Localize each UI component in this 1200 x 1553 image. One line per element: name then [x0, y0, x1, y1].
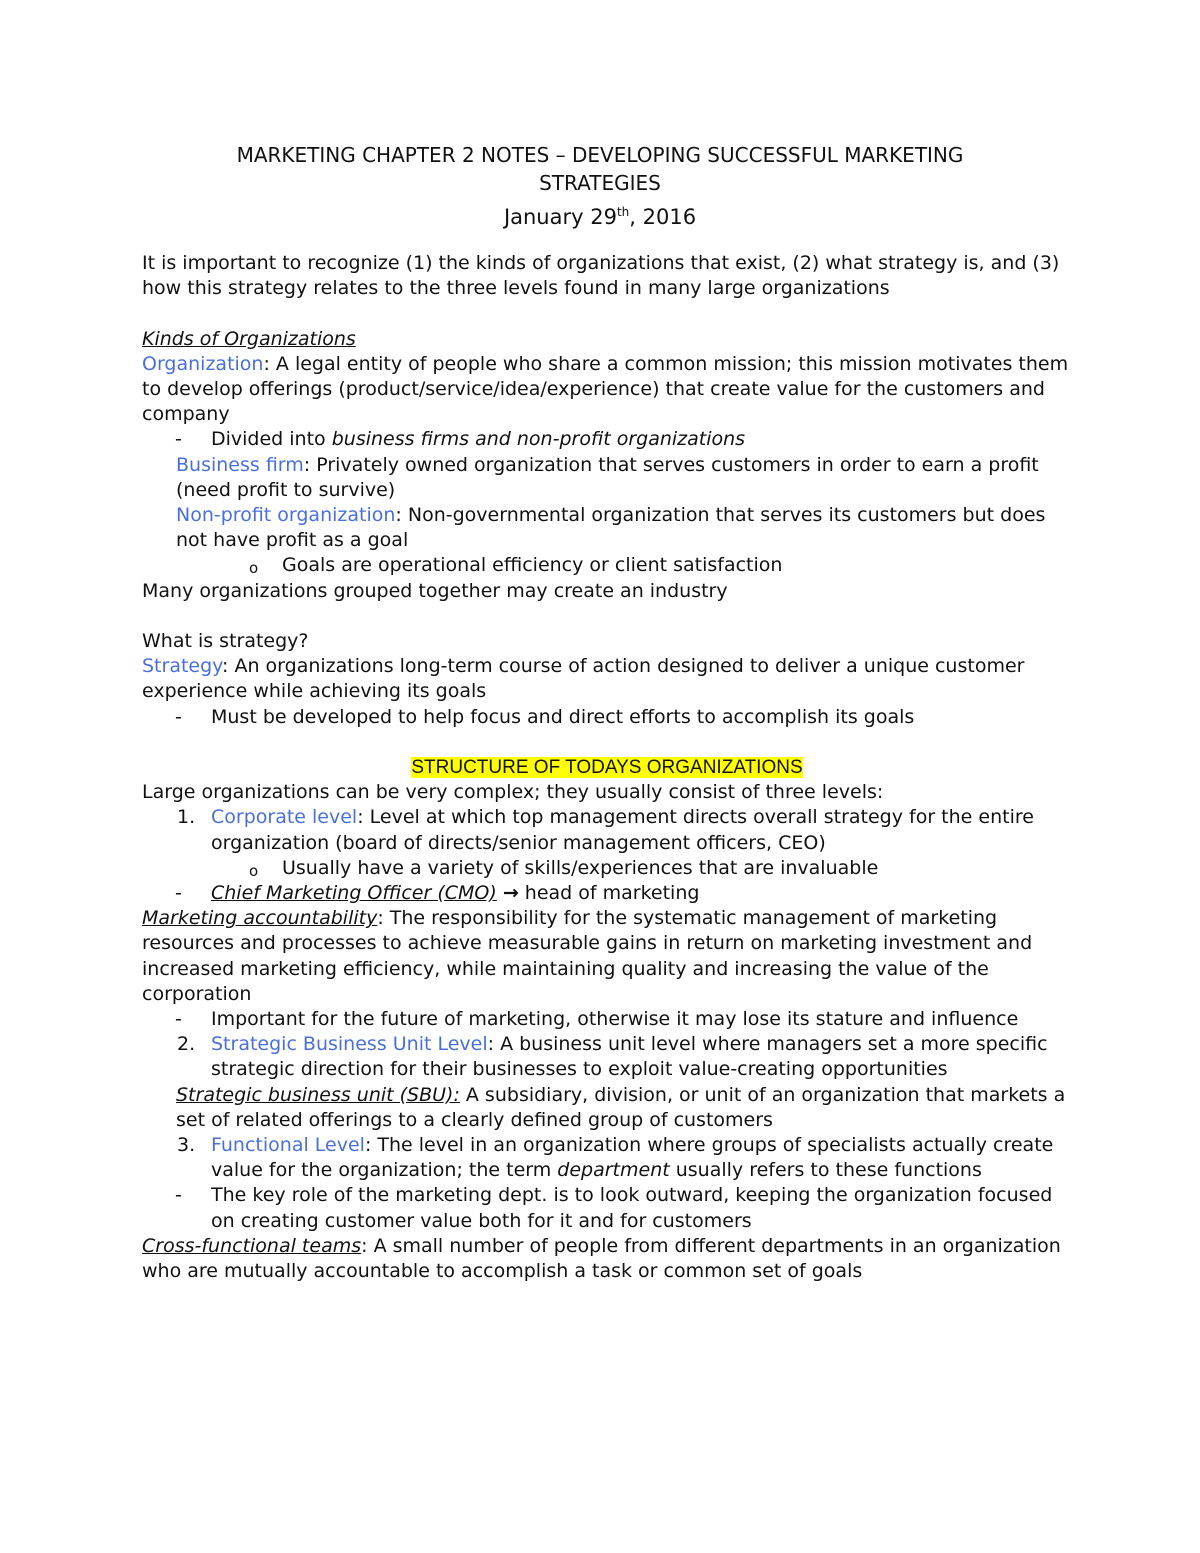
functional-level-item: 3. Functional Level: The level in an organization where groups of specialists actually create value for the organization; the term department usually refers to these functions: [177, 1134, 1054, 1182]
strategy-term: Strategy: [142, 655, 223, 678]
structure-intro: Large organizations can be very complex; they usually consist of three levels:: [142, 781, 884, 804]
intro-paragraph: It is important to recognize (1) the kinds of organizations that exist, (2) what strategy is, and (3) how this strategy relates to the three levels found in many large organizations: [142, 252, 1060, 300]
sbu-level-item: 2. Strategic Business Unit Level: A business unit level where managers set a more specific strategic direction for their businesses to exploit value-creating opportunities: [177, 1033, 1048, 1081]
marketing-accountability-bullet: - Important for the future of marketing, otherwise it may lose its stature and influence: [175, 1008, 1019, 1031]
date-year: , 2016: [629, 205, 697, 229]
organization-term: Organization: [142, 352, 264, 375]
corporate-level-item: 1. Corporate level: Level at which top management directs overall strategy for the entire organization (board of directs/senior management officers, CEO): [177, 806, 1034, 854]
organization-definition: Organization: A legal entity of people who share a common mission; this mission motivates them to develop offerings (product/service/idea/experience) that create value for the customers and company: [142, 352, 1069, 426]
document-title: [0, 141, 1200, 232]
functional-level-term: Functional Level: [211, 1134, 365, 1157]
title-line-1: MARKETING CHAPTER 2 NOTES – DEVELOPING SUCCESSFUL MARKETING: [236, 143, 964, 167]
functional-bullet: - The key role of the marketing dept. is to look outward, keeping the organization focused on creating customer value both for it and for customers: [175, 1184, 1053, 1232]
sbu-term: Strategic business unit (SBU):: [176, 1083, 460, 1106]
strategy-question: What is strategy?: [142, 630, 309, 653]
kinds-heading: Kinds of Organizations: [142, 327, 356, 350]
corporate-sub-bullet: o Usually have a variety of skills/experiences that are invaluable: [249, 856, 879, 880]
title-line-2: STRATEGIES: [539, 171, 661, 195]
nonprofit-goals-bullet: o Goals are operational efficiency or client satisfaction: [249, 554, 783, 578]
strategy-definition: Strategy: An organizations long-term course of action designed to deliver a unique customer experience while achieving its goals: [142, 655, 1025, 703]
marketing-accountability-term: Marketing accountability: [142, 907, 378, 930]
date-superscript: th: [616, 205, 630, 219]
sbu-level-term: Strategic Business Unit Level: [211, 1033, 488, 1056]
structure-heading: STRUCTURE OF TODAYS ORGANIZATIONS: [411, 757, 803, 779]
sbu-definition: Strategic business unit (SBU): A subsidiary, division, or unit of an organization that markets a set of related offerings to a clearly defined group of customers: [176, 1083, 1066, 1131]
title-date: [0, 197, 1200, 232]
date-main: January 29: [503, 205, 617, 229]
industry-sentence: Many organizations grouped together may create an industry: [142, 579, 728, 602]
document-body: [142, 251, 1072, 1284]
cmo-bullet: - Chief Marketing Officer (CMO) → head of marketing: [175, 882, 700, 905]
strategy-bullet: - Must be developed to help focus and direct efforts to accomplish its goals: [175, 705, 915, 728]
cross-functional-term: Cross-functional teams: [142, 1234, 362, 1257]
arrow-icon: →: [502, 882, 519, 905]
cmo-term: Chief Marketing Officer (CMO): [211, 882, 497, 905]
divided-bullet: - Divided into business firms and non-profit organizations: [175, 428, 746, 451]
business-firm-term: Business firm: [176, 453, 304, 476]
marketing-accountability-definition: Marketing accountability: The responsibility for the systematic management of marketing resources and processes to achieve measurable gains in return on marketing investment and increased marketing efficiency, while maintaining quality and increasing the value of the corporation: [142, 907, 1033, 1005]
nonprofit-definition: Non-profit organization: Non-governmental organization that serves its customers but does not have profit as a goal: [176, 504, 1046, 552]
cross-functional-definition: Cross-functional teams: A small number of people from different departments in an organization who are mutually accountable to accomplish a task or common set of goals: [142, 1234, 1061, 1283]
corporate-level-term: Corporate level: [211, 806, 358, 829]
nonprofit-term: Non-profit organization: [176, 504, 396, 527]
business-firm-definition: Business firm: Privately owned organization that serves customers in order to earn a profit (need profit to survive): [176, 453, 1039, 501]
